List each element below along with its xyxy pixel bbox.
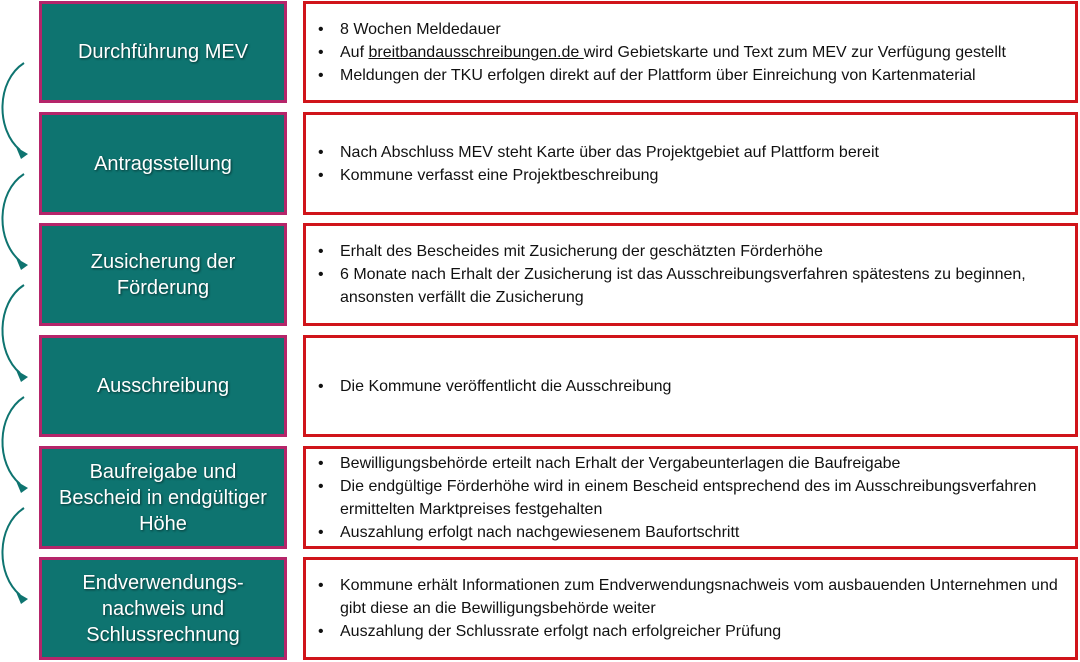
bullet-glyph: •: [318, 66, 324, 84]
step-title-line: Höhe: [139, 512, 187, 535]
bullet-glyph: •: [318, 266, 324, 283]
step-title-line: Bescheid in endgültiger: [59, 486, 267, 509]
detail-box-ausschreibung: [303, 335, 1078, 437]
bullet-text: Auszahlung der Schlussrate erfolgt nach erfolgreicher Prüfung: [340, 623, 782, 640]
bullet-glyph: •: [318, 166, 324, 184]
detail-box-antragsstellung: [303, 112, 1078, 215]
step-title-line: Durchführung MEV: [77, 41, 249, 63]
bullet-item: [318, 620, 1065, 643]
connector-arrow: [2, 63, 24, 150]
bullet-glyph: •: [318, 623, 324, 640]
bullet-list: [318, 18, 1065, 87]
arrow-head-icon: [16, 592, 28, 604]
bullet-text: Meldungen der TKU erfolgen direkt auf der Plattform über Einreichung von Kartenmaterial: [340, 66, 976, 84]
connector-arrow: [2, 174, 24, 261]
bullet-text: Auf: [340, 43, 369, 61]
step-title: [97, 373, 229, 399]
step-box-baufreigabe-bescheid: [39, 446, 287, 549]
bullet-text: Die Kommune veröffentlicht die Ausschreibung: [340, 377, 672, 395]
bullet-item: [318, 141, 1065, 164]
connector-arrow: [2, 508, 24, 595]
arrow-head-icon: [16, 258, 28, 270]
connector-arrow: [2, 397, 24, 484]
step-box-zusicherung-foerderung: [39, 223, 287, 326]
detail-box-baufreigabe-bescheid: [303, 446, 1078, 549]
detail-box-endverwendungsnachweis: [303, 557, 1078, 660]
bullet-text: Bewilligungsbehörde erteilt nach Erhalt der Vergabeunterlagen die Baufreigabe: [340, 454, 901, 472]
bullet-text: Nach Abschluss MEV steht Karte über das Projektgebiet auf Plattform bereit: [340, 143, 879, 161]
platform-link[interactable]: breitbandausschreibungen.de: [368, 43, 584, 61]
bullet-glyph: •: [318, 43, 324, 61]
step-title-line: Antragsstellung: [94, 152, 232, 175]
arrow-head-icon: [16, 147, 28, 159]
bullet-item: [318, 164, 1065, 187]
step-title-line: Zusicherung der: [90, 250, 236, 273]
bullet-item: [318, 41, 1065, 64]
bullet-text: Kommune erhält Informationen zum Endverwendungsnachweis vom ausbauenden Unternehmen und gibt diese an die Bewilligungsbehörde weiter: [340, 577, 1058, 617]
bullet-list: [318, 375, 1065, 398]
arrow-head-icon: [16, 481, 28, 493]
bullet-glyph: •: [318, 454, 324, 472]
step-title: [78, 39, 248, 65]
bullet-list: [318, 574, 1065, 643]
step-title-line: Endverwendungs-: [82, 571, 244, 594]
bullet-text: 8 Wochen Meldedauer: [340, 20, 501, 38]
bullet-text: Kommune verfasst eine Projektbeschreibung: [340, 166, 659, 184]
bullet-item: [318, 375, 1065, 398]
bullet-list: [318, 141, 1065, 187]
bullet-item: [318, 263, 1065, 309]
detail-box-zusicherung-foerderung: [303, 223, 1078, 326]
bullet-glyph: •: [318, 477, 324, 495]
bullet-item: [318, 64, 1065, 87]
connector-arrows: [0, 0, 40, 662]
bullet-item: [318, 521, 1065, 544]
bullet-glyph: •: [318, 523, 324, 541]
step-title: [94, 151, 232, 177]
bullet-item: [318, 18, 1065, 41]
bullet-glyph: •: [318, 143, 324, 161]
step-box-durchfuehrung-mev: [39, 1, 287, 103]
bullet-text: Die endgültige Förderhöhe wird in einem Bescheid entsprechend des im Ausschreibungsverfahren ermittelten Marktpreises festgehalten: [340, 477, 1037, 518]
bullet-glyph: •: [318, 577, 324, 594]
step-title-line: nachweis und: [101, 597, 225, 620]
bullet-text: Erhalt des Bescheides mit Zusicherung der geschätzten Förderhöhe: [340, 243, 823, 260]
step-title-line: Ausschreibung: [96, 375, 230, 397]
bullet-text: 6 Monate nach Erhalt der Zusicherung ist das Ausschreibungsverfahren spätestens zu beginnen, ansonsten verfällt die Zusicherung: [340, 266, 1026, 306]
arrow-head-icon: [16, 370, 28, 382]
detail-box-durchfuehrung-mev: [303, 1, 1078, 103]
bullet-list: [318, 452, 1065, 544]
step-box-ausschreibung: [39, 335, 287, 437]
bullet-glyph: •: [318, 20, 324, 38]
bullet-item: [318, 240, 1065, 263]
bullet-glyph: •: [318, 243, 324, 260]
step-title: [91, 249, 236, 301]
bullet-glyph: •: [318, 377, 324, 395]
step-title-line: Schlussrechnung: [86, 623, 240, 646]
bullet-text: Auszahlung erfolgt nach nachgewiesenem Baufortschritt: [340, 523, 740, 541]
bullet-item: [318, 475, 1065, 521]
bullet-text: wird Gebietskarte und Text zum MEV zur Verfügung gestellt: [583, 43, 1006, 61]
step-title: [82, 570, 243, 648]
bullet-item: [318, 574, 1065, 620]
step-box-endverwendungsnachweis: [39, 557, 287, 660]
step-title-line: Baufreigabe und: [89, 460, 237, 483]
connector-arrow: [2, 285, 24, 373]
bullet-item: [318, 452, 1065, 475]
step-title: [59, 459, 267, 537]
bullet-list: [318, 240, 1065, 309]
step-box-antragsstellung: [39, 112, 287, 215]
step-title-line: Förderung: [116, 276, 210, 299]
